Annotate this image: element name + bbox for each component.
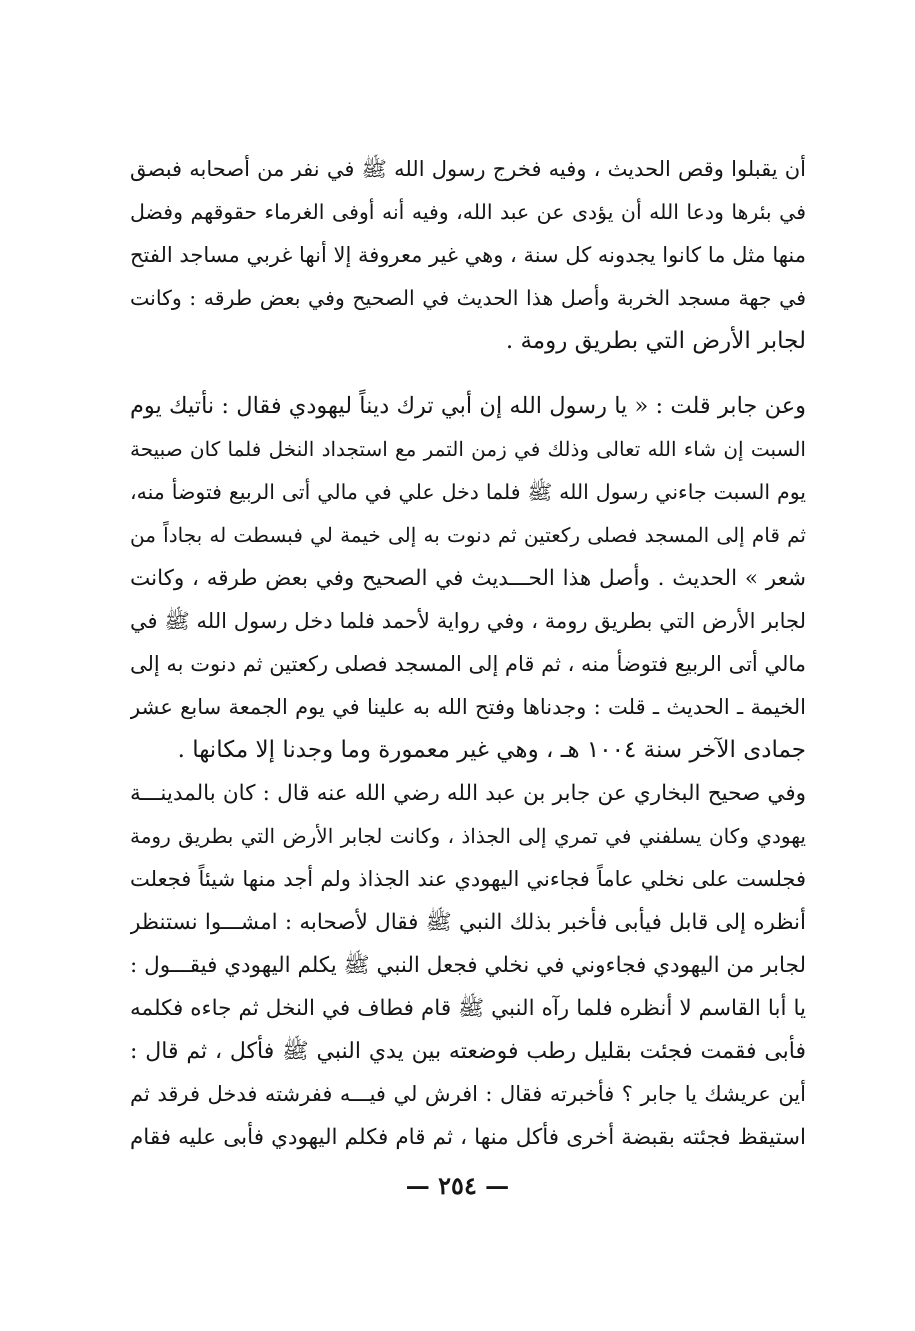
text-line: جمادى الآخر سنة ١٠٠٤ هـ ، وهي غير معمورة وما وجدنا إلا مكانها . bbox=[177, 737, 806, 763]
text-line: وفي صحيح البخاري عن جابر بن عبد الله رضي الله عنه قال : كان بالمدينـــة bbox=[130, 781, 806, 806]
text-line: ثم قام إلى المسجد فصلى ركعتين ثم دنوت به إلى خيمة لي فبسطت له بجاداً من bbox=[130, 523, 806, 547]
text-line: يا أبا القاسم لا أنظره فلما رآه النبي ﷺ قام فطاف في النخل ثم جاءه فكلمه bbox=[130, 996, 806, 1021]
text-line: فجلست على نخلي عاماً فجاءني اليهودي عند الجذاذ ولم أجد منها شيئاً فجعلت bbox=[130, 867, 806, 891]
text-line: لجابر من اليهودي فجاءوني في نخلي فجعل النبي ﷺ يكلم اليهودي فيقـــول : bbox=[130, 953, 806, 978]
text-line: منها مثل ما كانوا يجدونه كل سنة ، وهي غير معروفة إلا أنها غربي مساجد الفتح bbox=[130, 243, 806, 267]
text-line: السبت إن شاء الله تعالى وذلك في زمن التمر مع استجداد النخل فلما كان صبيحة bbox=[130, 437, 806, 461]
text-line: وعن جابر قلت : « يا رسول الله إن أبي ترك ديناً ليهودي فقال : نأتيك يوم bbox=[130, 393, 806, 419]
text-line: لجابر الأرض التي بطريق رومة . bbox=[505, 328, 806, 354]
text-line: شعر » الحديث . وأصل هذا الحـــديث في الصحيح وفي بعض طرقه ، وكانت bbox=[130, 566, 806, 591]
text-line: فأبى فقمت فجئت بقليل رطب فوضعته بين يدي النبي ﷺ فأكل ، ثم قال : bbox=[130, 1039, 806, 1064]
text-line: الخيمة ـ الحديث ـ قلت : وجدناها وفتح الله به علينا في يوم الجمعة سابع عشر bbox=[130, 695, 806, 719]
text-line: في بئرها ودعا الله أن يؤدى عن عبد الله، وفيه أنه أوفى الغرماء حقوقهم وفضل bbox=[130, 200, 806, 224]
text-line: أن يقبلوا وقص الحديث ، وفيه فخرج رسول الله ﷺ في نفر من أصحابه فبصق bbox=[130, 157, 806, 181]
text-line: استيقظ فجئته بقبضة أخرى فأكل منها ، ثم قام فكلم اليهودي فأبى عليه فقام bbox=[130, 1125, 806, 1150]
paragraph-1 bbox=[130, 148, 806, 363]
paragraph-3 bbox=[130, 772, 806, 1159]
text-line: أين عريشك يا جابر ؟ فأخبرته فقال : افرش لي فيـــه ففرشته فدخل فرقد ثم bbox=[130, 1082, 806, 1106]
text-line: مالي أتى الربيع فتوضأ منه ، ثم قام إلى المسجد فصلى ركعتين ثم دنوت به إلى bbox=[130, 652, 806, 676]
text-line: لجابر الأرض التي بطريق رومة ، وفي رواية لأحمد فلما دخل رسول الله ﷺ في bbox=[130, 609, 806, 633]
text-line: يوم السبت جاءني رسول الله ﷺ فلما دخل علي في مالي أتى الربيع فتوضأ منه، bbox=[130, 480, 806, 504]
text-line: أنظره إلى قابل فيأبى فأخبر بذلك النبي ﷺ فقال لأصحابه : امشـــوا نستنظر bbox=[130, 910, 806, 935]
text-line: يهودي وكان يسلفني في تمري إلى الجذاذ ، وكانت لجابر الأرض التي بطريق رومة bbox=[130, 824, 806, 848]
text-line: في جهة مسجد الخربة وأصل هذا الحديث في الصحيح وفي بعض طرقه : وكانت bbox=[130, 286, 806, 310]
page-number: — ٢٥٤ — bbox=[405, 1171, 510, 1200]
paragraph-2 bbox=[130, 385, 806, 772]
